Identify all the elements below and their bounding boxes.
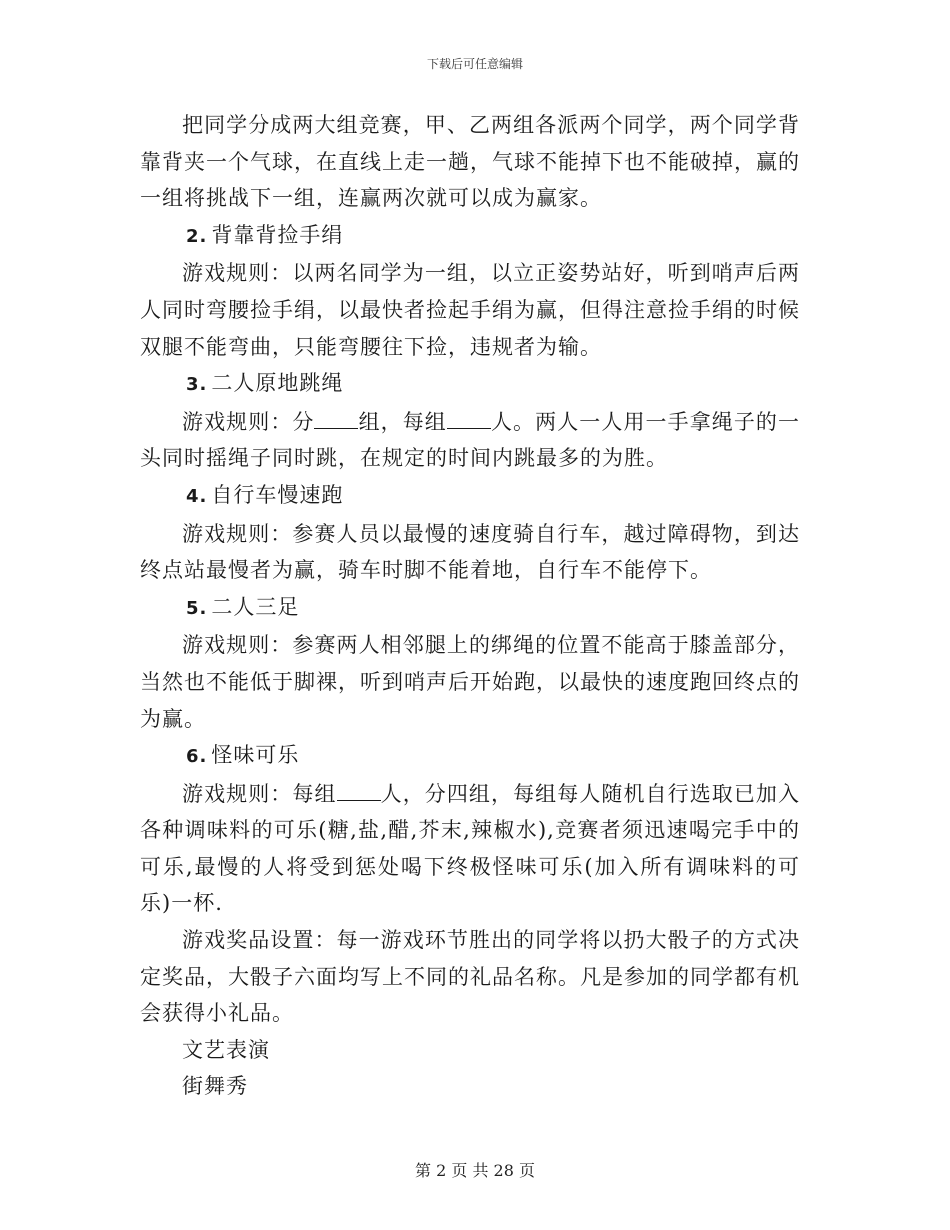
text-segment: 游戏规则：分 bbox=[182, 409, 315, 434]
heading-number: 6. bbox=[186, 746, 208, 768]
paragraph-three-legged-rules: 游戏规则：参赛两人相邻腿上的绑绳的位置不能高于膝盖部分，当然也不能低于脚裸，听到哨声后开始跑，以最快的速度跑回终点的为赢。 bbox=[140, 633, 800, 731]
heading-three-legged-race bbox=[140, 589, 800, 628]
text-segment: 人，分四组，每组每人随机自行选取已加入各种调味料的可乐(糖,盐,醋,芥末,辣椒水),竞赛者须迅速喝完手中的可乐,最慢的人将受到惩处喝下终极怪味可乐(加入所有调味料的可乐)一杯. bbox=[140, 781, 801, 916]
heading-slow-bicycle bbox=[140, 477, 800, 516]
heading-back-to-back-handkerchief bbox=[140, 217, 800, 256]
paragraph-balloon-game: 把同学分成两大组竞赛，甲、乙两组各派两个同学，两个同学背靠背夹一个气球，在直线上走一趟，气球不能掉下也不能破掉，赢的一组将挑战下一组，连赢两次就可以成为赢家。 bbox=[140, 113, 800, 211]
heading-number: 3. bbox=[186, 374, 208, 396]
paragraph-weird-cola-rules bbox=[140, 776, 800, 922]
heading-jump-rope bbox=[140, 365, 800, 404]
heading-number: 4. bbox=[186, 485, 208, 507]
heading-number: 5. bbox=[186, 597, 208, 619]
heading-text: 怪味可乐 bbox=[211, 743, 300, 768]
fill-in-blank bbox=[447, 408, 491, 429]
text-segment: 组，每组 bbox=[358, 409, 447, 434]
page-header: 下载后可任意编辑 bbox=[426, 57, 523, 71]
text-segment: 人。两人一人用一手拿绳子的一头同时摇绳子同时跳，在规定的时间内跳最多的为胜。 bbox=[140, 409, 801, 471]
paragraph-prize-settings: 游戏奖品设置：每一游戏环节胜出的同学将以扔大骰子的方式决定奖品，大骰子六面均写上不同的礼品名称。凡是参加的同学都有机会获得小礼品。 bbox=[140, 928, 800, 1026]
paragraph-slow-bicycle-rules: 游戏规则：参赛人员以最慢的速度骑自行车，越过障碍物，到达终点站最慢者为赢，骑车时脚不能着地，自行车不能停下。 bbox=[140, 521, 800, 583]
heading-text: 二人原地跳绳 bbox=[211, 371, 344, 396]
text-segment: 游戏规则：每组 bbox=[182, 781, 337, 806]
heading-text: 自行车慢速跑 bbox=[211, 482, 344, 507]
heading-text: 背靠背捡手绢 bbox=[211, 222, 344, 247]
line-street-dance: 街舞秀 bbox=[182, 1074, 248, 1099]
heading-weird-cola bbox=[140, 737, 800, 776]
paragraph-handkerchief-rules: 游戏规则：以两名同学为一组，以立正姿势站好，听到哨声后两人同时弯腰捡手绢，以最快者捡起手绢为赢，但得注意捡手绢的时候双腿不能弯曲，只能弯腰往下捡，违规者为输。 bbox=[140, 261, 800, 359]
fill-in-blank bbox=[314, 408, 358, 429]
paragraph-jump-rope-rules bbox=[140, 404, 800, 477]
document-body bbox=[140, 107, 800, 1105]
fill-in-blank bbox=[337, 780, 381, 801]
heading-text: 二人三足 bbox=[211, 594, 300, 619]
heading-number: 2. bbox=[186, 225, 208, 247]
page-footer: 第 2 页 共 28 页 bbox=[415, 1161, 535, 1180]
line-art-performance: 文艺表演 bbox=[182, 1037, 270, 1062]
